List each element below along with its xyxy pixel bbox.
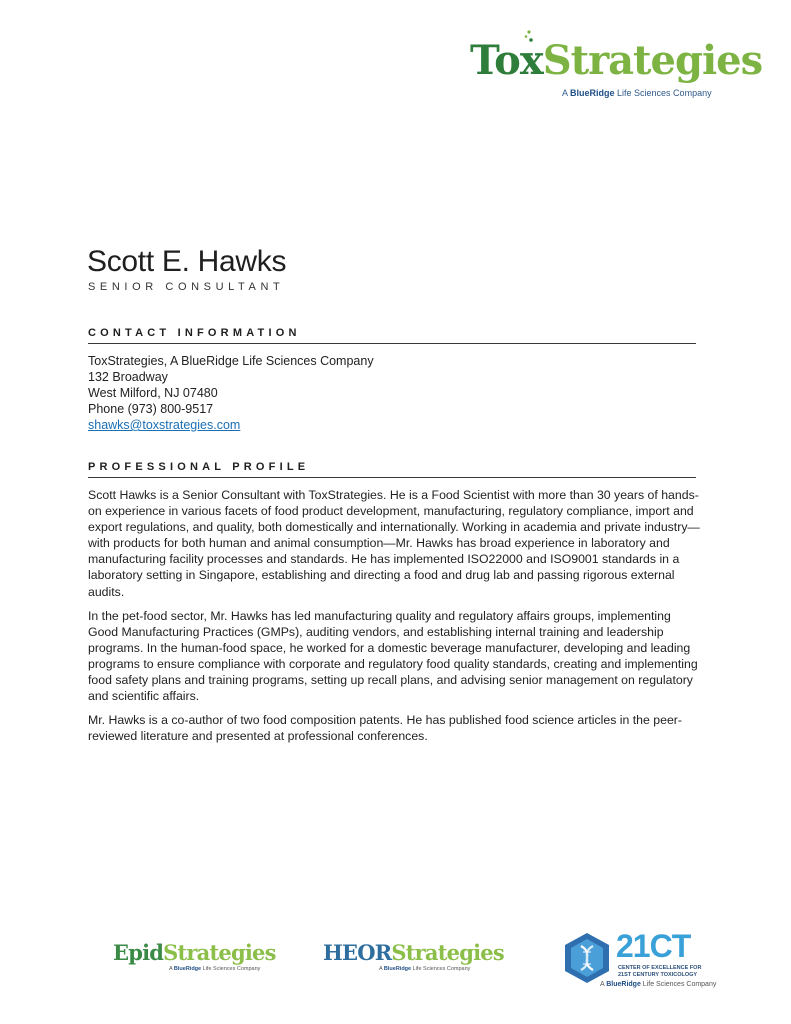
heor-tagline-suffix: Life Sciences Company — [411, 966, 471, 972]
21ct-tagline-suffix: Life Sciences Company — [640, 981, 717, 988]
profile-heading: PROFESSIONAL PROFILE — [88, 461, 696, 478]
heor-tagline-brand: BlueRidge — [383, 966, 412, 972]
profile-body — [88, 487, 700, 752]
contact-phone: Phone (973) 800-9517 — [88, 402, 214, 416]
epidstrategies-logo — [113, 940, 276, 972]
logo-strategies-text: Strategies — [542, 37, 763, 84]
contact-heading: CONTACT INFORMATION — [88, 327, 696, 344]
epid-part2: Strategies — [163, 940, 276, 965]
logo-tagline — [562, 88, 712, 98]
epid-tagline-suffix: Life Sciences Company — [201, 966, 261, 972]
21ct-line2: 21ST CENTURY TOXICOLOGY — [618, 971, 698, 978]
contact-street: 132 Broadway — [88, 370, 168, 384]
epid-tagline — [169, 966, 276, 972]
21ct-line1: CENTER OF EXCELLENCE FOR — [618, 965, 702, 971]
21ct-number: 21CT — [616, 928, 691, 964]
21ct-tagline-prefix: A — [600, 981, 607, 988]
heor-wordmark — [323, 940, 504, 965]
tagline-brand: BlueRidge — [570, 88, 615, 98]
21ct-subtitle — [618, 965, 701, 978]
toxstrategies-logo — [470, 36, 763, 106]
person-title: SENIOR CONSULTANT — [88, 281, 285, 293]
heor-part1: HEOR — [323, 940, 392, 965]
21ct-tagline-brand: BlueRidge — [606, 981, 641, 988]
heor-part2: Strategies — [391, 940, 504, 965]
contact-email-link[interactable]: shawks@toxstrategies.com — [88, 418, 241, 432]
21ct-logo — [564, 928, 717, 990]
profile-paragraph: Mr. Hawks is a co-author of two food composition patents. He has published food science articles in the peer-reviewed literature and presented at professional conferences. — [88, 713, 682, 744]
epid-part1: Epid — [113, 940, 164, 965]
logo-wordmark — [470, 36, 762, 86]
epid-tagline-prefix: A — [169, 966, 174, 972]
heorstrategies-logo — [323, 940, 504, 972]
contact-block — [88, 353, 374, 433]
epid-tagline-brand: BlueRidge — [173, 966, 202, 972]
dna-hexagon-icon — [564, 932, 610, 984]
tagline-prefix: A — [562, 88, 571, 98]
heor-tagline-prefix: A — [379, 966, 384, 972]
contact-company: ToxStrategies, A BlueRidge Life Sciences Company — [88, 354, 374, 368]
epid-wordmark — [113, 940, 276, 965]
person-name: Scott E. Hawks — [87, 245, 287, 278]
21ct-tagline — [600, 981, 716, 988]
heor-tagline — [379, 966, 504, 972]
tagline-suffix: Life Sciences Company — [614, 88, 712, 98]
profile-paragraph: Scott Hawks is a Senior Consultant with ToxStrategies. He is a Food Scientist with more than 30 years of hands-on experience in various facets of food product development, manufacturing, regulatory compliance, import and export regulations, and quality, both domestically and internationally. Working in academia and private industry—with products for both human and animal consumption—Mr. Hawks has broad experience in laboratory and manufacturing facility processes and standards. He has implemented ISO22000 and ISO9001 standards in a laboratory setting in Singapore, establishing and directing a food and drug lab and passing rigorous external audits. — [88, 488, 700, 599]
profile-paragraph: In the pet-food sector, Mr. Hawks has led manufacturing quality and regulatory affairs groups, implementing Good Manufacturing Practices (GMPs), auditing vendors, and establishing internal training and leadership programs. In the human-food space, he worked for a domestic beverage manufacturer, developing and leading programs to ensure compliance with corporate and regulatory food quality standards, creating and implementing food safety plans and training programs, setting up recall plans, and advising senior management on regulatory and scientific affairs. — [88, 608, 698, 704]
logo-tox-text: Tox — [470, 37, 543, 84]
contact-city: West Milford, NJ 07480 — [88, 386, 218, 400]
